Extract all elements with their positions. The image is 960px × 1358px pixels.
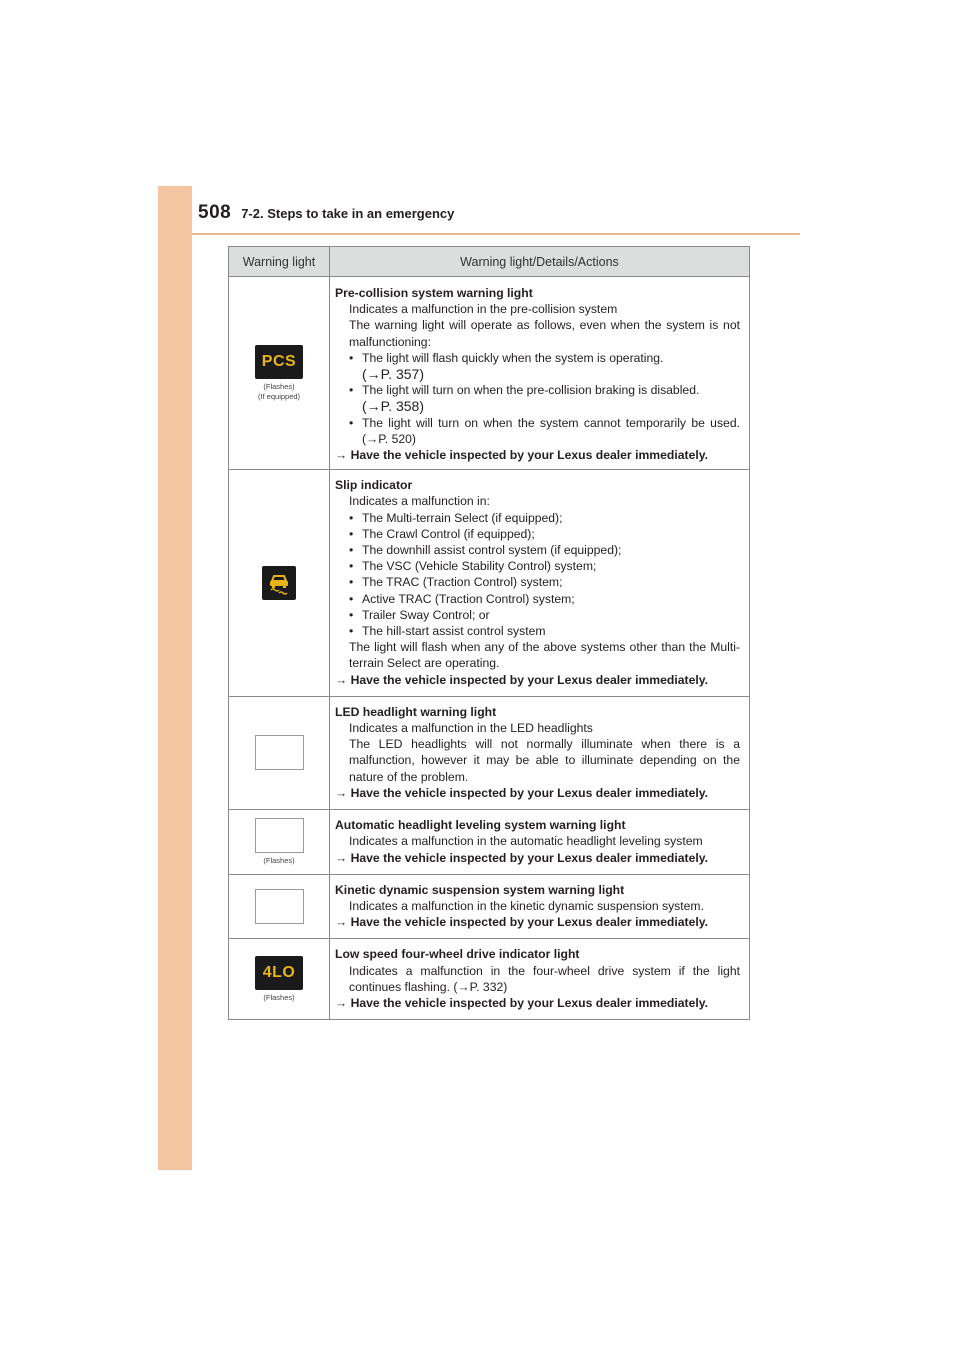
action-text: → Have the vehicle inspected by your Lexus dealer immediately. <box>335 995 708 1010</box>
row-description: Indicates a malfunction in the LED headlights <box>349 721 593 736</box>
list-item: • The light will turn on when the system cannot temporarily be used. (→P. 520) <box>335 415 740 447</box>
icon-cell <box>229 939 330 1020</box>
icon-cell <box>229 874 330 939</box>
table-row-kinetic-suspension <box>229 874 750 939</box>
row-description: Indicates a malfunction in the automatic headlight leveling system <box>349 834 703 849</box>
details-cell <box>330 470 750 697</box>
page-reference: (→P. 357) <box>362 366 424 383</box>
list-item: • Trailer Sway Control; or <box>335 607 740 623</box>
row-description: The light will flash when any of the above systems other than the Multi-terrain Select are operating. <box>349 640 740 671</box>
side-tab-band <box>158 186 192 1170</box>
icon-note-flashes: (Flashes) <box>263 992 295 1002</box>
row-description: The LED headlights will not normally illuminate when there is a malfunction, however it may be able to illuminate depending on the nature of the problem. <box>349 737 740 784</box>
row-title: Pre-collision system warning light <box>335 286 533 300</box>
list-item: • The light will turn on when the pre-collision braking is disabled. <box>335 382 740 398</box>
list-item: • Active TRAC (Traction Control) system; <box>335 591 740 607</box>
row-title: Automatic headlight leveling system warning light <box>335 818 626 833</box>
row-title: Low speed four-wheel drive indicator light <box>335 947 580 962</box>
page-reference: (→P. 358) <box>362 398 424 415</box>
list-item: • The Multi-terrain Select (if equipped); <box>335 510 740 526</box>
details-cell <box>330 939 750 1020</box>
icon-cell <box>229 470 330 697</box>
table-row-led-headlight <box>229 696 750 809</box>
list-item: • The TRAC (Traction Control) system; <box>335 574 740 590</box>
icon-cell <box>229 696 330 809</box>
list-item: • The light will flash quickly when the system is operating. <box>335 350 740 366</box>
section-title: 7-2. Steps to take in an emergency <box>241 206 455 221</box>
row-description: Indicates a malfunction in the four-wheel drive system if the light continues flashing. (→P. 332) <box>349 963 740 994</box>
action-text: → Have the vehicle inspected by your Lexus dealer immediately. <box>335 448 708 463</box>
action-text: → Have the vehicle inspected by your Lexus dealer immediately. <box>335 672 708 687</box>
list-item: • The downhill assist control system (if equipped); <box>335 542 740 558</box>
table-row-4lo <box>229 939 750 1020</box>
page-number: 508 <box>198 202 232 223</box>
action-text: → Have the vehicle inspected by your Lexus dealer immediately. <box>335 915 708 930</box>
pcs-warning-icon: PCS <box>255 345 303 379</box>
column-header-warning-light: Warning light <box>229 247 330 277</box>
list-item: • The Crawl Control (if equipped); <box>335 526 740 542</box>
row-title: Slip indicator <box>335 478 413 493</box>
list-item: • The VSC (Vehicle Stability Control) system; <box>335 558 740 574</box>
table-header-row <box>229 247 750 277</box>
4lo-indicator-icon: 4LO <box>255 956 303 990</box>
warning-light-table <box>228 246 750 1020</box>
table-row-pcs <box>229 277 750 470</box>
row-title: LED headlight warning light <box>335 704 497 719</box>
details-cell <box>330 277 750 470</box>
icon-note-flashes: (Flashes) <box>263 381 295 391</box>
led-headlight-icon-placeholder <box>255 735 304 770</box>
icon-note-if-equipped: (If equipped) <box>257 391 301 401</box>
row-description: Indicates a malfunction in the kinetic dynamic suspension system. <box>349 898 704 913</box>
headlight-leveling-icon-placeholder <box>255 818 304 853</box>
table-row-slip-indicator <box>229 470 750 697</box>
page-header <box>198 202 454 224</box>
row-description: Indicates a malfunction in the pre-collision system <box>349 302 618 317</box>
icon-cell <box>229 277 330 470</box>
table-row-headlight-leveling <box>229 810 750 875</box>
action-text: → Have the vehicle inspected by your Lexus dealer immediately. <box>335 785 708 800</box>
header-rule <box>192 233 800 235</box>
icon-cell <box>229 810 330 875</box>
slip-indicator-icon <box>262 566 296 600</box>
column-header-details: Warning light/Details/Actions <box>330 247 750 277</box>
details-cell <box>330 810 750 875</box>
row-description: The warning light will operate as follows, even when the system is not malfunctioning: <box>349 318 740 349</box>
row-title: Kinetic dynamic suspension system warning light <box>335 882 625 897</box>
action-text: → Have the vehicle inspected by your Lexus dealer immediately. <box>335 850 708 865</box>
row-description: Indicates a malfunction in: <box>349 494 490 509</box>
details-cell <box>330 696 750 809</box>
details-cell <box>330 874 750 939</box>
icon-note-flashes: (Flashes) <box>263 855 295 865</box>
kinetic-suspension-icon-placeholder <box>255 889 304 924</box>
list-item: • The hill-start assist control system <box>335 623 740 639</box>
